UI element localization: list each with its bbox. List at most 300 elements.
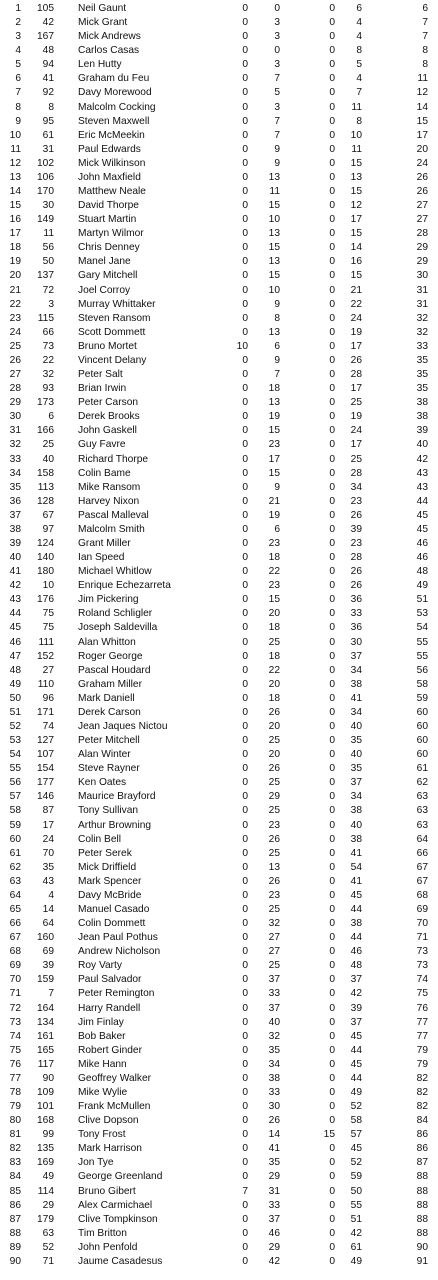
position-cell: 7 xyxy=(15,87,21,99)
total-cell: 58 xyxy=(416,678,428,690)
rider-number-cell: 61 xyxy=(42,129,54,141)
score-col-1-cell: 0 xyxy=(242,988,248,1000)
score-col-2-cell: 15 xyxy=(268,242,280,254)
score-col-3-cell: 0 xyxy=(329,495,335,507)
table-row xyxy=(0,1058,438,1072)
score-col-4-cell: 38 xyxy=(350,918,362,930)
score-col-1-cell: 0 xyxy=(242,805,248,817)
score-col-2-cell: 3 xyxy=(274,31,280,43)
score-col-2-cell: 17 xyxy=(268,453,280,465)
rider-name-cell: Graham du Feu xyxy=(78,73,150,85)
score-col-3-cell: 0 xyxy=(329,566,335,578)
score-col-3-cell: 0 xyxy=(329,31,335,43)
score-col-1-cell: 0 xyxy=(242,101,248,113)
total-cell: 17 xyxy=(416,129,428,141)
total-cell: 24 xyxy=(416,157,428,169)
position-cell: 74 xyxy=(9,1030,21,1042)
score-col-3-cell: 0 xyxy=(329,298,335,310)
results-table xyxy=(0,2,438,1269)
score-col-4-cell: 39 xyxy=(350,523,362,535)
rider-number-cell: 95 xyxy=(42,115,54,127)
position-cell: 71 xyxy=(9,988,21,1000)
rider-name-cell: Frank McMullen xyxy=(78,1101,151,1113)
score-col-2-cell: 20 xyxy=(268,608,280,620)
score-col-2-cell: 25 xyxy=(268,960,280,972)
table-row xyxy=(0,1227,438,1241)
rider-number-cell: 73 xyxy=(42,340,54,352)
score-col-2-cell: 27 xyxy=(268,946,280,958)
score-col-4-cell: 37 xyxy=(350,1016,362,1028)
score-col-4-cell: 51 xyxy=(350,1213,362,1225)
score-col-4-cell: 24 xyxy=(350,312,362,324)
total-cell: 15 xyxy=(416,115,428,127)
position-cell: 63 xyxy=(9,875,21,887)
rider-number-cell: 70 xyxy=(42,847,54,859)
rider-number-cell: 17 xyxy=(42,819,54,831)
score-col-3-cell: 0 xyxy=(329,1143,335,1155)
total-cell: 91 xyxy=(416,1255,428,1267)
score-col-4-cell: 44 xyxy=(350,932,362,944)
total-cell: 73 xyxy=(416,960,428,972)
rider-name-cell: Mike Wylie xyxy=(78,1087,128,1099)
total-cell: 8 xyxy=(422,45,428,57)
rider-number-cell: 6 xyxy=(48,411,54,423)
rider-name-cell: Roland Schligler xyxy=(78,608,153,620)
rider-name-cell: Mick Grant xyxy=(78,17,128,29)
score-col-1-cell: 0 xyxy=(242,369,248,381)
total-cell: 14 xyxy=(416,101,428,113)
score-col-2-cell: 25 xyxy=(268,847,280,859)
rider-name-cell: Maurice Brayford xyxy=(78,791,156,803)
score-col-1-cell: 0 xyxy=(242,31,248,43)
rider-number-cell: 179 xyxy=(37,1213,54,1225)
rider-name-cell: Mike Ransom xyxy=(78,481,141,493)
rider-number-cell: 135 xyxy=(37,1143,54,1155)
position-cell: 45 xyxy=(9,622,21,634)
score-col-4-cell: 49 xyxy=(350,1087,362,1099)
score-col-4-cell: 26 xyxy=(350,580,362,592)
rider-number-cell: 30 xyxy=(42,200,54,212)
table-row xyxy=(0,861,438,875)
score-col-4-cell: 4 xyxy=(356,17,362,29)
total-cell: 27 xyxy=(416,200,428,212)
position-cell: 19 xyxy=(9,256,21,268)
score-col-4-cell: 42 xyxy=(350,1227,362,1239)
score-col-2-cell: 9 xyxy=(274,143,280,155)
table-row xyxy=(0,199,438,213)
score-col-4-cell: 15 xyxy=(350,157,362,169)
position-cell: 48 xyxy=(9,664,21,676)
score-col-3-cell: 0 xyxy=(329,847,335,859)
rider-name-cell: Derek Carson xyxy=(78,706,141,718)
score-col-1-cell: 0 xyxy=(242,678,248,690)
score-col-2-cell: 29 xyxy=(268,791,280,803)
score-col-1-cell: 0 xyxy=(242,1143,248,1155)
score-col-4-cell: 38 xyxy=(350,833,362,845)
score-col-4-cell: 54 xyxy=(350,861,362,873)
score-col-1-cell: 0 xyxy=(242,960,248,972)
score-col-2-cell: 18 xyxy=(268,552,280,564)
score-col-4-cell: 8 xyxy=(356,115,362,127)
score-col-3-cell: 0 xyxy=(329,369,335,381)
score-col-4-cell: 15 xyxy=(350,228,362,240)
rider-number-cell: 168 xyxy=(37,1115,54,1127)
total-cell: 54 xyxy=(416,622,428,634)
rider-name-cell: Clive Dopson xyxy=(78,1115,139,1127)
position-cell: 55 xyxy=(9,763,21,775)
table-row xyxy=(0,453,438,467)
score-col-4-cell: 41 xyxy=(350,875,362,887)
rider-name-cell: Bruno Gibert xyxy=(78,1185,136,1197)
total-cell: 8 xyxy=(422,59,428,71)
position-cell: 27 xyxy=(9,369,21,381)
rider-name-cell: Roger George xyxy=(78,650,143,662)
score-col-1-cell: 0 xyxy=(242,1058,248,1070)
score-col-1-cell: 0 xyxy=(242,904,248,915)
score-col-3-cell: 0 xyxy=(329,411,335,423)
score-col-1-cell: 0 xyxy=(242,298,248,310)
score-col-2-cell: 29 xyxy=(268,1171,280,1183)
score-col-3-cell: 0 xyxy=(329,200,335,212)
position-cell: 15 xyxy=(9,200,21,212)
total-cell: 44 xyxy=(416,495,428,507)
score-col-1-cell: 0 xyxy=(242,439,248,451)
rider-name-cell: Steven Maxwell xyxy=(78,115,150,127)
score-col-1-cell: 0 xyxy=(242,1072,248,1084)
score-col-3-cell: 0 xyxy=(329,749,335,761)
position-cell: 82 xyxy=(9,1143,21,1155)
score-col-4-cell: 46 xyxy=(350,946,362,958)
table-row xyxy=(0,72,438,86)
score-col-2-cell: 37 xyxy=(268,1213,280,1225)
rider-name-cell: Peter Remington xyxy=(78,988,155,1000)
position-cell: 2 xyxy=(15,17,21,29)
table-row xyxy=(0,326,438,340)
total-cell: 7 xyxy=(422,31,428,43)
rider-name-cell: Joseph Saldevilla xyxy=(78,622,158,634)
rider-number-cell: 165 xyxy=(37,1044,54,1056)
table-row xyxy=(0,1255,438,1269)
position-cell: 24 xyxy=(9,326,21,338)
rider-name-cell: Mark Harrison xyxy=(78,1143,142,1155)
score-col-4-cell: 17 xyxy=(350,340,362,352)
total-cell: 51 xyxy=(416,594,428,606)
table-row xyxy=(0,1114,438,1128)
score-col-4-cell: 15 xyxy=(350,270,362,282)
score-col-3-cell: 0 xyxy=(329,889,335,901)
score-col-3-cell: 0 xyxy=(329,946,335,958)
rider-number-cell: 127 xyxy=(37,735,54,747)
table-row xyxy=(0,1030,438,1044)
score-col-4-cell: 16 xyxy=(350,256,362,268)
rider-name-cell: Eric McMeekin xyxy=(78,129,145,141)
rider-name-cell: Michael Whitlow xyxy=(78,566,152,578)
table-row xyxy=(0,551,438,565)
total-cell: 62 xyxy=(416,777,428,789)
score-col-4-cell: 36 xyxy=(350,594,362,606)
score-col-2-cell: 25 xyxy=(268,904,280,915)
score-col-1-cell: 0 xyxy=(242,312,248,324)
score-col-2-cell: 9 xyxy=(274,298,280,310)
position-cell: 90 xyxy=(9,1255,21,1267)
rider-number-cell: 115 xyxy=(37,312,54,324)
score-col-3-cell: 0 xyxy=(329,918,335,930)
position-cell: 67 xyxy=(9,932,21,944)
rider-number-cell: 48 xyxy=(42,45,54,57)
rider-name-cell: Colin Dommett xyxy=(78,918,146,930)
rider-number-cell: 43 xyxy=(42,875,54,887)
score-col-1-cell: 0 xyxy=(242,1129,248,1141)
total-cell: 38 xyxy=(416,397,428,409)
score-col-3-cell: 0 xyxy=(329,284,335,296)
table-row xyxy=(0,903,438,917)
score-col-3-cell: 0 xyxy=(329,453,335,465)
rider-name-cell: Tony Frost xyxy=(78,1129,126,1141)
table-row xyxy=(0,481,438,495)
rider-name-cell: Jean Paul Pothus xyxy=(78,932,158,944)
rider-number-cell: 152 xyxy=(37,650,54,662)
total-cell: 35 xyxy=(416,354,428,366)
score-col-4-cell: 38 xyxy=(350,678,362,690)
score-col-1-cell: 0 xyxy=(242,1241,248,1253)
table-row xyxy=(0,847,438,861)
score-col-4-cell: 49 xyxy=(350,1255,362,1267)
table-row xyxy=(0,44,438,58)
total-cell: 76 xyxy=(416,1002,428,1014)
total-cell: 30 xyxy=(416,270,428,282)
rider-name-cell: Bruno Mortet xyxy=(78,340,137,352)
total-cell: 26 xyxy=(416,171,428,183)
score-col-3-cell: 0 xyxy=(329,763,335,775)
rider-name-cell: Alan Winter xyxy=(78,749,131,761)
score-col-4-cell: 14 xyxy=(350,242,362,254)
score-col-4-cell: 28 xyxy=(350,552,362,564)
total-cell: 90 xyxy=(416,1241,428,1253)
score-col-1-cell: 0 xyxy=(242,1044,248,1056)
score-col-4-cell: 17 xyxy=(350,383,362,395)
score-col-2-cell: 26 xyxy=(268,875,280,887)
table-row xyxy=(0,692,438,706)
score-col-4-cell: 15 xyxy=(350,186,362,198)
rider-number-cell: 149 xyxy=(37,214,54,226)
table-row xyxy=(0,973,438,987)
total-cell: 35 xyxy=(416,383,428,395)
score-col-1-cell: 0 xyxy=(242,143,248,155)
score-col-4-cell: 4 xyxy=(356,31,362,43)
total-cell: 49 xyxy=(416,580,428,592)
score-col-1-cell: 0 xyxy=(242,59,248,71)
score-col-1-cell: 0 xyxy=(242,383,248,395)
score-col-1-cell: 0 xyxy=(242,425,248,437)
total-cell: 79 xyxy=(416,1044,428,1056)
score-col-3-cell: 0 xyxy=(329,833,335,845)
total-cell: 56 xyxy=(416,664,428,676)
score-col-1-cell: 0 xyxy=(242,791,248,803)
score-col-3-cell: 0 xyxy=(329,256,335,268)
position-cell: 5 xyxy=(15,59,21,71)
score-col-1-cell: 0 xyxy=(242,918,248,930)
rider-name-cell: Len Hutty xyxy=(78,59,122,71)
score-col-2-cell: 22 xyxy=(268,664,280,676)
score-col-2-cell: 26 xyxy=(268,706,280,718)
score-col-3-cell: 0 xyxy=(329,1044,335,1056)
score-col-3-cell: 0 xyxy=(329,720,335,732)
table-row xyxy=(0,748,438,762)
rider-number-cell: 113 xyxy=(37,481,54,493)
position-cell: 65 xyxy=(9,904,21,915)
position-cell: 73 xyxy=(9,1016,21,1028)
rider-number-cell: 49 xyxy=(42,1171,54,1183)
rider-name-cell: Steve Rayner xyxy=(78,763,140,775)
position-cell: 44 xyxy=(9,608,21,620)
score-col-2-cell: 25 xyxy=(268,777,280,789)
table-row xyxy=(0,30,438,44)
score-col-1-cell: 0 xyxy=(242,171,248,183)
rider-name-cell: Clive Tompkinson xyxy=(78,1213,158,1225)
position-cell: 20 xyxy=(9,270,21,282)
score-col-3-cell: 0 xyxy=(329,1002,335,1014)
rider-name-cell: Enrique Echezarreta xyxy=(78,580,171,592)
table-row xyxy=(0,2,438,16)
score-col-3-cell: 0 xyxy=(329,425,335,437)
rider-number-cell: 99 xyxy=(42,1129,54,1141)
score-col-1-cell: 0 xyxy=(242,552,248,564)
score-col-3-cell: 0 xyxy=(329,1227,335,1239)
rider-name-cell: John Penfold xyxy=(78,1241,138,1253)
table-row xyxy=(0,509,438,523)
score-col-3-cell: 0 xyxy=(329,228,335,240)
total-cell: 40 xyxy=(416,439,428,451)
rider-name-cell: Peter Mitchell xyxy=(78,735,140,747)
rider-name-cell: Tim Britton xyxy=(78,1227,127,1239)
score-col-4-cell: 40 xyxy=(350,720,362,732)
score-col-3-cell: 0 xyxy=(329,1185,335,1197)
score-col-2-cell: 7 xyxy=(274,369,280,381)
rider-name-cell: Scott Dommett xyxy=(78,326,146,338)
score-col-2-cell: 18 xyxy=(268,383,280,395)
score-col-1-cell: 0 xyxy=(242,650,248,662)
score-col-4-cell: 13 xyxy=(350,171,362,183)
table-row xyxy=(0,1170,438,1184)
table-row xyxy=(0,579,438,593)
score-col-3-cell: 0 xyxy=(329,383,335,395)
position-cell: 34 xyxy=(9,467,21,479)
position-cell: 3 xyxy=(15,31,21,43)
total-cell: 67 xyxy=(416,861,428,873)
rider-name-cell: Andrew Nicholson xyxy=(78,946,161,958)
score-col-1-cell: 0 xyxy=(242,537,248,549)
total-cell: 46 xyxy=(416,537,428,549)
position-cell: 35 xyxy=(9,481,21,493)
position-cell: 21 xyxy=(9,284,21,296)
position-cell: 29 xyxy=(9,397,21,409)
rider-number-cell: 160 xyxy=(37,932,54,944)
table-row xyxy=(0,931,438,945)
score-col-4-cell: 38 xyxy=(350,805,362,817)
score-col-4-cell: 10 xyxy=(350,129,362,141)
score-col-1-cell: 0 xyxy=(242,1213,248,1225)
table-row xyxy=(0,1044,438,1058)
rider-name-cell: Jim Pickering xyxy=(78,594,139,606)
rider-name-cell: Alex Carmichael xyxy=(78,1199,153,1211)
score-col-1-cell: 0 xyxy=(242,1016,248,1028)
total-cell: 79 xyxy=(416,1058,428,1070)
score-col-4-cell: 24 xyxy=(350,425,362,437)
total-cell: 88 xyxy=(416,1213,428,1225)
total-cell: 7 xyxy=(422,17,428,29)
rider-number-cell: 7 xyxy=(48,988,54,1000)
total-cell: 60 xyxy=(416,720,428,732)
table-row xyxy=(0,269,438,283)
position-cell: 30 xyxy=(9,411,21,423)
table-row xyxy=(0,1016,438,1030)
table-row xyxy=(0,678,438,692)
rider-number-cell: 170 xyxy=(37,186,54,198)
table-row xyxy=(0,607,438,621)
score-col-2-cell: 30 xyxy=(268,1101,280,1113)
rider-number-cell: 105 xyxy=(37,3,54,14)
score-col-2-cell: 10 xyxy=(268,214,280,226)
position-cell: 50 xyxy=(9,692,21,704)
rider-name-cell: Robert Ginder xyxy=(78,1044,142,1056)
score-col-1-cell: 0 xyxy=(242,256,248,268)
score-col-3-cell: 0 xyxy=(329,1199,335,1211)
total-cell: 63 xyxy=(416,805,428,817)
position-cell: 81 xyxy=(9,1129,21,1141)
position-cell: 49 xyxy=(9,678,21,690)
position-cell: 80 xyxy=(9,1115,21,1127)
score-col-4-cell: 26 xyxy=(350,509,362,521)
score-col-1-cell: 0 xyxy=(242,636,248,648)
rider-number-cell: 75 xyxy=(42,608,54,620)
score-col-1-cell: 0 xyxy=(242,1157,248,1169)
table-row xyxy=(0,875,438,889)
position-cell: 84 xyxy=(9,1171,21,1183)
total-cell: 39 xyxy=(416,425,428,437)
score-col-4-cell: 33 xyxy=(350,608,362,620)
score-col-3-cell: 0 xyxy=(329,777,335,789)
position-cell: 85 xyxy=(9,1185,21,1197)
position-cell: 59 xyxy=(9,819,21,831)
table-row xyxy=(0,1199,438,1213)
rider-number-cell: 158 xyxy=(37,467,54,479)
score-col-1-cell: 0 xyxy=(242,692,248,704)
position-cell: 16 xyxy=(9,214,21,226)
score-col-4-cell: 40 xyxy=(350,749,362,761)
rider-number-cell: 4 xyxy=(48,889,54,901)
score-col-2-cell: 15 xyxy=(268,200,280,212)
rider-name-cell: Stuart Martin xyxy=(78,214,137,226)
rider-name-cell: Mike Hann xyxy=(78,1058,127,1070)
score-col-3-cell: 0 xyxy=(329,45,335,57)
score-col-4-cell: 25 xyxy=(350,397,362,409)
rider-number-cell: 96 xyxy=(42,692,54,704)
table-row xyxy=(0,410,438,424)
total-cell: 33 xyxy=(416,340,428,352)
score-col-3-cell: 0 xyxy=(329,974,335,986)
position-cell: 11 xyxy=(10,143,21,155)
score-col-1-cell: 0 xyxy=(242,763,248,775)
rider-name-cell: George Greenland xyxy=(78,1171,163,1183)
score-col-3-cell: 0 xyxy=(329,594,335,606)
score-col-2-cell: 6 xyxy=(274,523,280,535)
score-col-2-cell: 18 xyxy=(268,692,280,704)
score-col-1-cell: 0 xyxy=(242,1030,248,1042)
rider-name-cell: Mick Andrews xyxy=(78,31,141,43)
score-col-2-cell: 11 xyxy=(269,186,280,198)
total-cell: 12 xyxy=(416,87,428,99)
score-col-2-cell: 13 xyxy=(268,171,280,183)
